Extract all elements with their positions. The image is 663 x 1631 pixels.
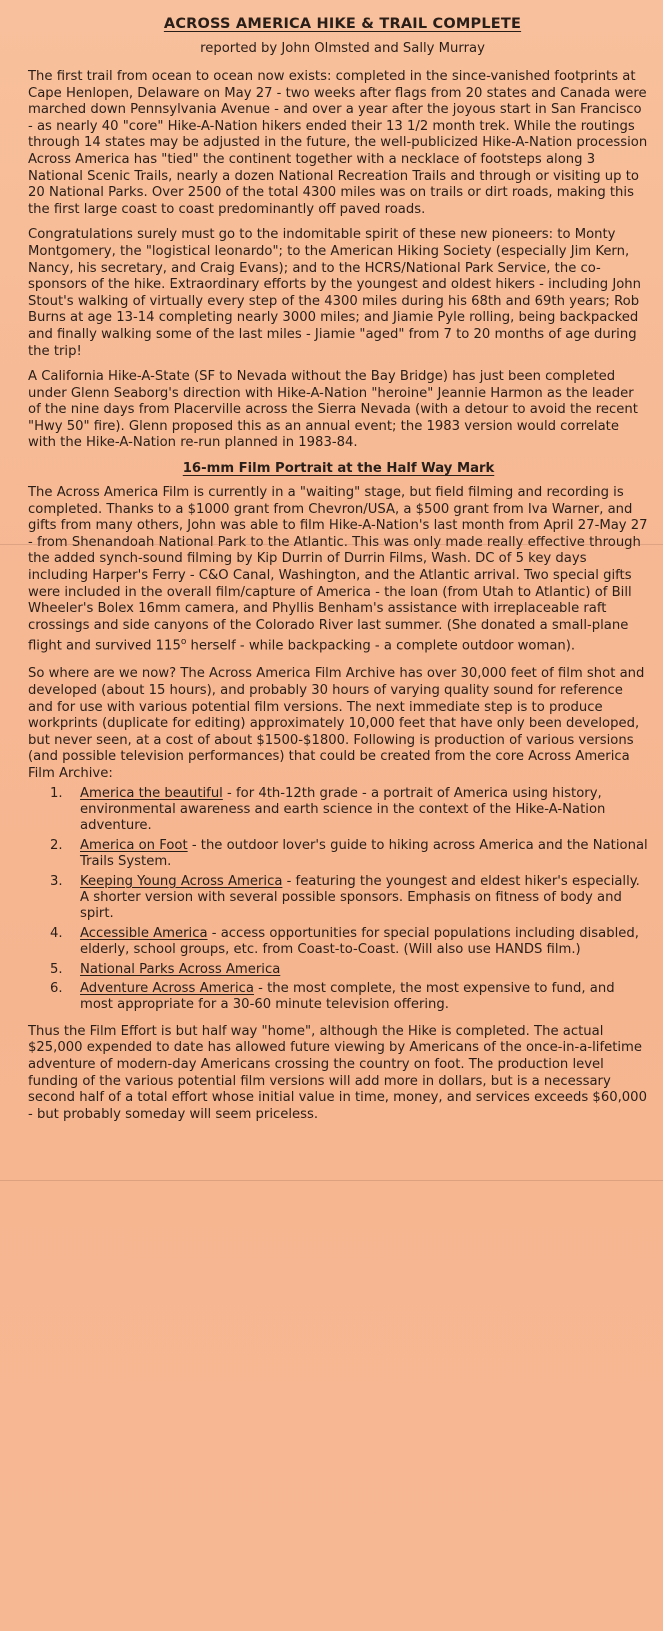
version-title: America the beautiful [80,785,223,801]
paragraph-closing: Thus the Film Effort is but half way "home", although the Hike is completed. The actual $25,000 expended to date has allowed future viewing by Americans of the once-in-a-lifetime adventure of modern-day Americans crossing the country on foot. The production level funding of the various potential film versions will add more in dollars, but is a necessary second half of a total effort whose initial value in time, money, and services exceeds $60,000 - but probably someday will seem priceless. [28,1023,647,1122]
version-description: - for 4th-12th grade - a portrait of America using history, environmental awareness and earth science in the context of the Hike-A-Nation adventure. [80,785,606,834]
list-number: 3. [50,873,63,889]
version-description: - the most complete, the most expensive to fund, and most appropriate for a 30-60 minute television offering. [80,981,615,1013]
version-title: Accessible America [80,925,208,941]
byline: reported by John Olmsted and Sally Murray [200,41,485,56]
section-heading [28,461,649,476]
version-description: - access opportunities for special populations including disabled, elderly, school groups, etc. from Coast-to-Coast. (Will also use HANDS film.) [80,925,639,958]
version-description: - featuring the youngest and eldest hiker's especially. A shorter version with several possible sponsors. Emphasis on fitness of body and spirt. [80,873,640,922]
paragraph-film-status [28,485,649,655]
film-status-text-end: herself - while backpacking - a complete outdoor woman). [186,638,576,654]
paragraph-trail-complete: The first trail from ocean to ocean now exists: completed in the since-vanished footprints at Cape Henlopen, Delaware on May 27 - two weeks after flags from 20 states and Canada were marched down Pennsylvania Avenue - and over a year after the joyous start in San Francisco - as nearly 40 "core" Hike-A-Nation hikers ended their 13 1/2 month trek. While the routings through 14 states may be adjusted in the future, the well-publicized Hike-A-Nation procession Across America has "tied" the continent together with a necklace of footsteps along 3 National Scenic Trails, nearly a dozen National Recreation Trails and through or visiting up to 20 National Parks. Over 2500 of the total 4300 miles was on trails or dirt roads, making this the first large coast to coast predominantly off paved roads. [28,69,648,217]
list-item [50,926,649,959]
list-item [50,786,649,835]
list-item [50,981,649,1014]
fold-crease [0,544,663,545]
list-item [50,962,649,978]
paragraph-film-archive: So where are we now? The Across America Film Archive has over 30,000 feet of film shot and developed (about 15 hours), and probably 30 hours of varying quality sound for reference and for use with various potential film versions. The next immediate step is to produce workprints (duplicate for editing) approximately 10,000 feet that have only been developed, but never seen, at a cost of about $1500-$1800. Following is production of various versions (and possible television performances) that could be created from the core Across America Film Archive: [28,666,645,781]
list-number: 2. [50,837,63,853]
section-heading-text: 16-mm Film Portrait at the Half Way Mark [182,461,495,477]
list-number: 6. [50,981,63,997]
paragraph-california-hike: A California Hike-A-State (SF to Nevada without the Bay Bridge) has just been completed under Glenn Seaborg's direction with Hike-A-Nation "heroine" Jeannie Harmon as the leader of the nine days from Placerville across the Sierra Nevada (with a detour to avoid the recent "Hwy 50" fire). Glenn proposed this as an annual event; the 1983 version would correlate with the Hike-A-Nation re-run planned in 1983-84. [28,369,638,451]
paragraph-congratulations: Congratulations surely must go to the indomitable spirit of these new pioneers: to Monty Montgomery, the "logistical leonardo"; to the American Hiking Society (especially Jim Kern, Nancy, his secretary, and Craig Evans); and to the HCRS/National Park Service, the co-sponsors of the hike. Extraordinary efforts by the youngest and oldest hikers - including John Stout's walking of virtually every step of the 4300 miles during his 68th and 69th years; Rob Burns at age 13-14 completing nearly 3000 miles; and Jiamie Pyle rolling, being backpacked and finally walking some of the last miles - Jiamie "aged" from 7 to 20 months of age during the trip! [28,227,642,359]
film-version-list [28,786,649,1014]
list-item [50,838,649,871]
version-title: Keeping Young Across America [80,873,283,889]
degree-mark: o [180,637,187,648]
fold-crease [0,1180,663,1181]
list-item [50,874,649,923]
version-title: America on Foot [80,837,188,853]
version-title: National Parks Across America [80,961,281,977]
version-title: Adventure Across America [80,981,254,997]
film-status-text: The Across America Film is currently in a "waiting" stage, but field filming and recording is completed. Thanks to a $1000 grant from Chevron/USA, a $500 grant from Iva Warner, and gifts from many others, John was able to film Hike-A-Nation's last month from April 27-May 27 - from Shenandoah National Park to the Atlantic. This was only made really effective through the added synch-sound filming by Kip Durrin of Durrin Films, Wash. DC of 5 key days including Harper's Ferry - C&O Canal, Washington, and the Atlantic arrival. Two special gifts were included in the overall film/capture of America - the loan (from Utah to Atlantic) of Bill Wheeler's Bolex 16mm camera, and Phyllis Benham's assistance with irreplaceable raft crossings and side canyons of the Colorado River last summer. (She donated a small-plane flight and survived 115 [28,485,648,654]
list-number: 1. [50,785,63,801]
article-header [28,10,649,56]
list-number: 5. [50,961,63,977]
article-title: ACROSS AMERICA HIKE & TRAIL COMPLETE [163,16,522,32]
version-description: - the outdoor lover's guide to hiking across America and the National Trails System. [80,837,648,870]
list-number: 4. [50,925,63,941]
